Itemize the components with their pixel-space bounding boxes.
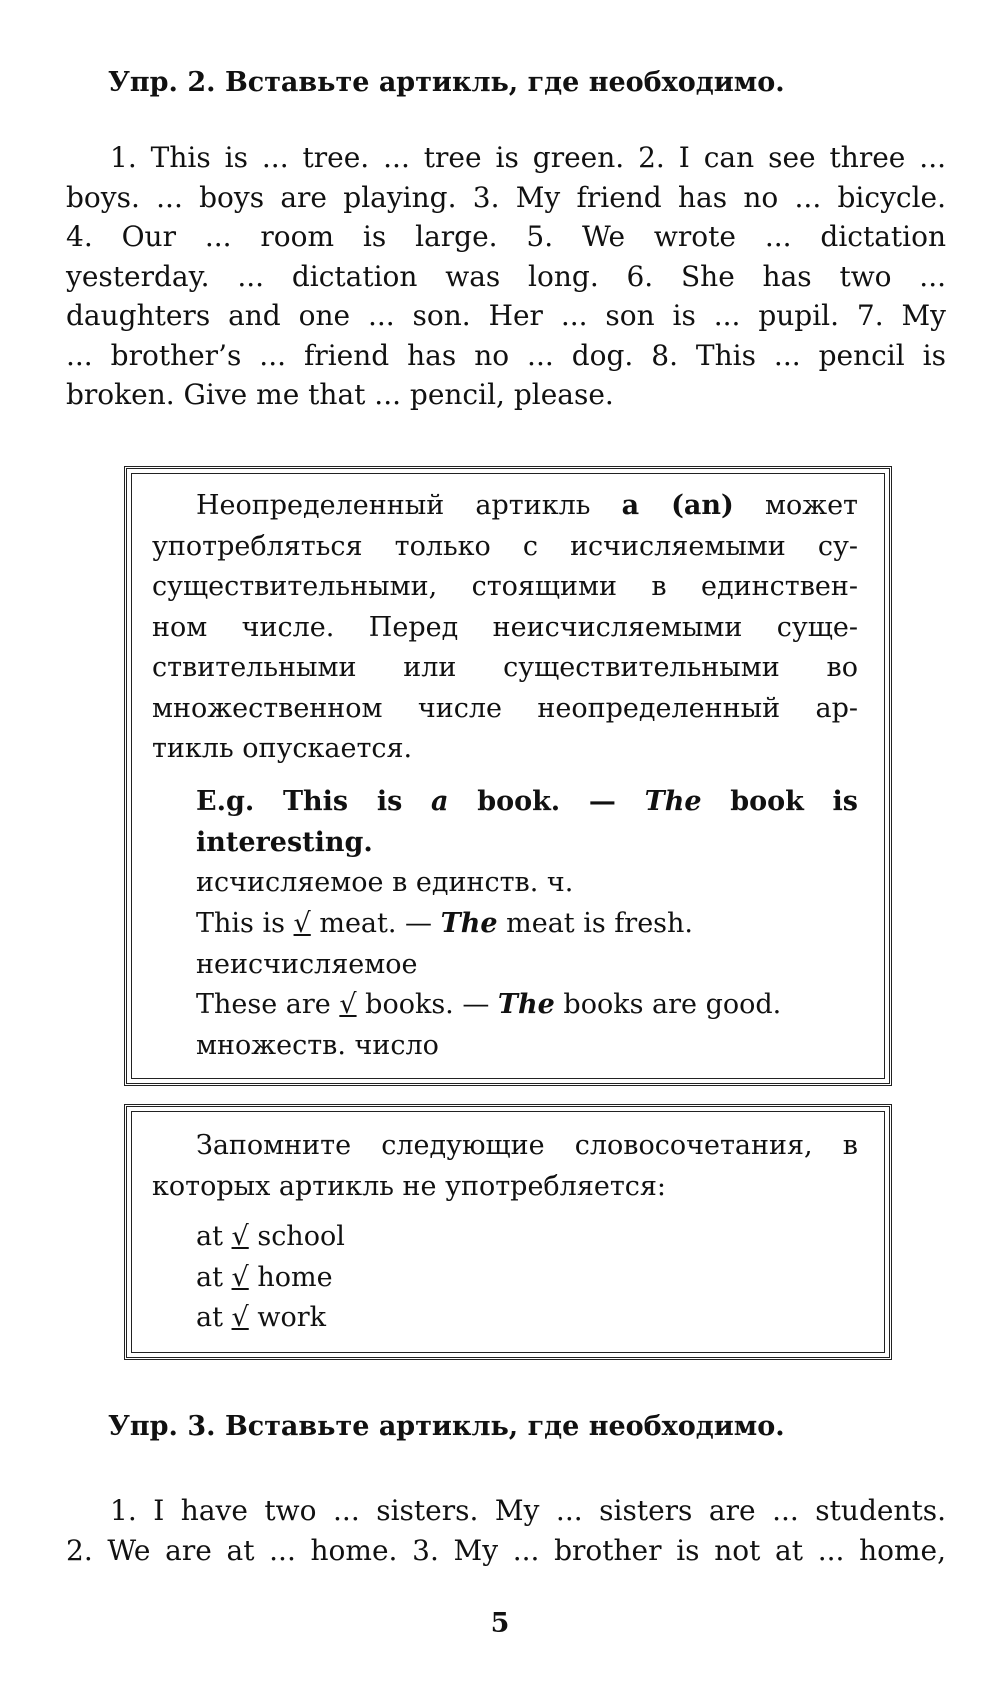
example-article: The [644,786,702,817]
rule-line-part: может [733,490,858,521]
rule-line: употребляться только с исчисляемыми су- [152,530,858,562]
note-uncountable: неисчисляемое [196,949,418,980]
rule-line: ствительными или существительными во [152,652,858,683]
phrase-text: work [248,1302,326,1333]
zero-article-mark: √ [293,908,311,939]
phrase-at-school [196,1217,345,1258]
phrase-text: at [196,1262,232,1293]
phrase-at-work [196,1298,326,1339]
example-book-line [196,782,858,823]
exercise-2-text [66,138,946,415]
article-a-an: a (an) [621,490,734,521]
note-countable-singular: исчисляемое в единств. ч. [196,867,574,898]
example-article: The [440,908,498,939]
rule-line-part: Неопределенный артикль [196,490,622,521]
exercise-2-line: daughters and one ... son. Her ... son is ... pupil. 7. My [66,299,946,332]
example-text: books. — [356,989,498,1020]
phrase-text: home [248,1262,333,1293]
zero-article-mark: √ [339,989,357,1020]
exercise-2-line: boys. ... boys are playing. 3. My friend has no ... bicycle. [66,180,946,214]
example-text: meat is fresh. [497,908,694,939]
exercise-2-line: yesterday. ... dictation was long. 6. She has two ... [66,259,946,293]
phrase-at-home [196,1258,333,1299]
exercise-2-line: broken. Give me that ... pencil, please. [66,378,614,411]
rule-line: тикль опускается. [152,733,413,764]
example-text: This is [196,908,294,939]
exercise-3-line: 2. We are at ... home. 3. My ... brother is not at ... home, [66,1533,946,1567]
exercise-2-line: ... brother’s ... friend has no ... dog. 8. This ... pencil is [66,338,946,372]
example-text: books are good. [554,989,782,1020]
example-text: These are [196,989,340,1020]
phrase-text: at [196,1302,232,1333]
example-article: a [431,786,449,817]
example-book-line-2: interesting. [196,826,373,858]
zero-article-mark: √ [231,1262,249,1293]
remember-box-text [152,1126,858,1207]
exercise-3-line: 1. I have two ... sisters. My ... sisters are ... students. [110,1494,946,1527]
rule-line: множественном числе неопределенный ар- [152,692,858,724]
phrase-text: school [248,1221,345,1252]
exercise-3-heading: Упр. 3. Вставьте артикль, где необходимо. [108,1411,785,1442]
exercise-2-line: 4. Our ... room is large. 5. We wrote ... dictation [66,220,946,253]
exercise-2-line: 1. This is ... tree. ... tree is green. 2. I can see three ... [110,141,946,174]
remember-line: которых артикль не употребляется: [152,1170,667,1202]
rule-box-text [152,486,858,770]
rule-line [152,486,858,527]
example-meat [196,904,693,945]
example-text: book is [701,786,858,817]
example-text: E.g. This is [196,786,431,817]
example-books [196,985,781,1026]
exercise-2-heading: Упр. 2. Вставьте артикль, где необходимо. [108,67,785,98]
page-number: 5 [490,1608,510,1639]
remember-line: Запомните следующие словосочетания, в [196,1130,858,1161]
example-text: meat. — [310,908,441,939]
example-book [196,782,858,863]
example-text: book. — [448,786,645,817]
exercise-3-text [66,1491,946,1570]
rule-line: существительными, стоящими в единствен- [152,571,858,602]
phrase-text: at [196,1221,232,1252]
note-plural: множеств. число [196,1030,439,1061]
zero-article-mark: √ [231,1221,249,1252]
example-article: The [497,989,555,1020]
rule-line: ном числе. Перед неисчисляемыми суще- [152,611,858,643]
zero-article-mark: √ [231,1302,249,1333]
